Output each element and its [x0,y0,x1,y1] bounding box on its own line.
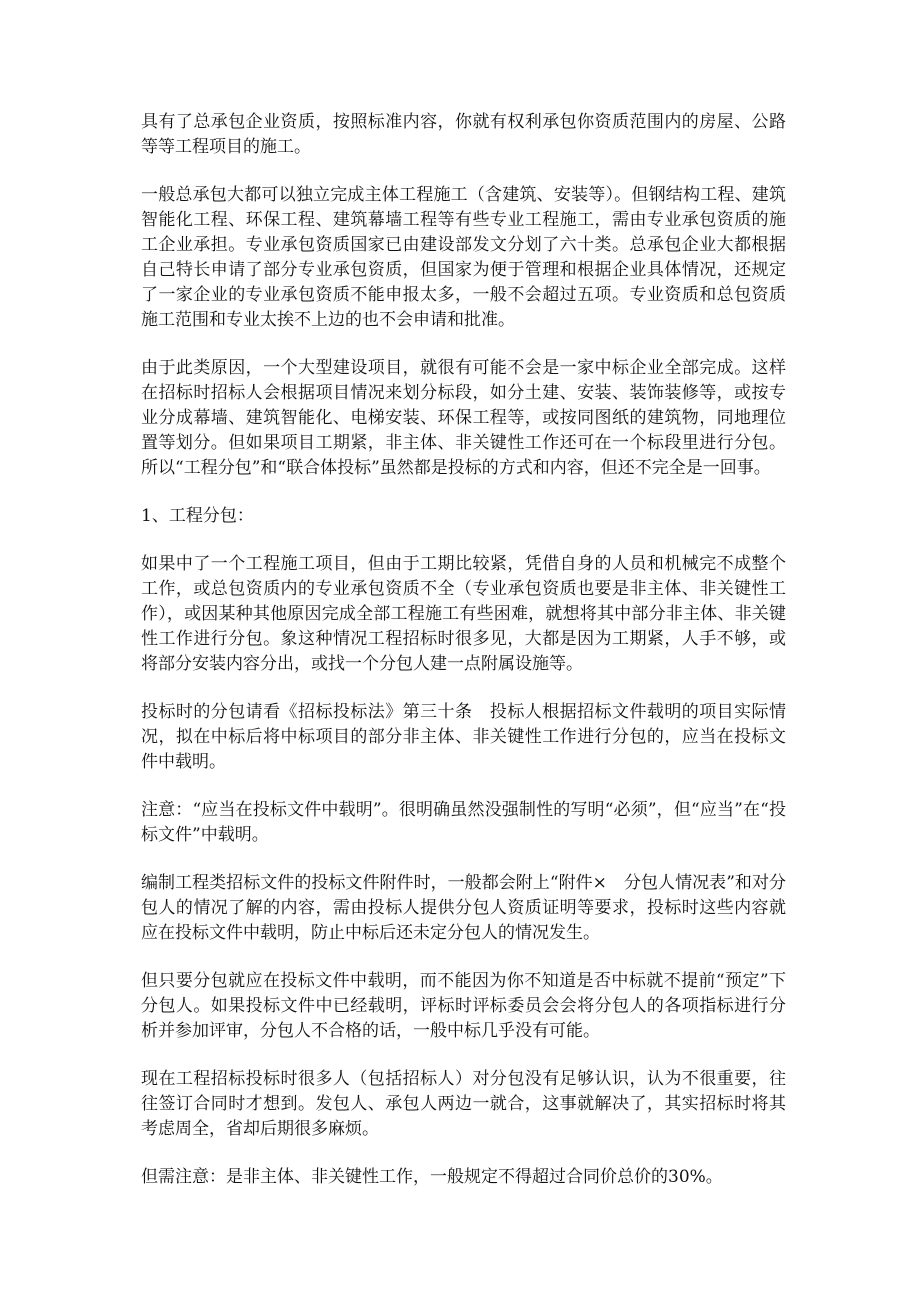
paragraph-subcontracting-reasons: 如果中了一个工程施工项目，但由于工期比较紧，凭借自身的人员和机械完不成整个工作，或总包资质内的专业承包资质不全（专业承包资质也要是非主体、非关键性工作），或因某种其他原因完成全部工程施工有些困难，就想将其中部分非主体、非关键性工作进行分包。象这种情况工程招标时很多见，大都是因为工期紧，人手不够，或将部分安装内容分出，或找一个分包人建一点附属设施等。 [141,554,786,674]
paragraph-bidding-law-article-30: 投标时的分包请看《招标投标法》第三十条 投标人根据招标文件载明的项目实际情况，拟在中标后将中标项目的部分非主体、非关键性工作进行分包的，应当在投标文件中载明。 [141,702,786,772]
paragraph-bid-sections: 由于此类原因，一个大型建设项目，就很有可能不会是一家中标企业全部完成。这样在招标时招标人会根据项目情况来划分标段，如分土建、安装、装饰装修等，或按专业分成幕墙、建筑智能化、电梯安装、环保工程等，或按同图纸的建筑物，同地理位置等划分。但如果项目工期紧，非主体、非关键性工作还可在一个标段里进行分包。所以“工程分包”和“联合体投标”虽然都是投标的方式和内容，但还不完全是一回事。 [141,358,786,478]
paragraph-thirty-percent-limit: 但需注意：是非主体、非关键性工作，一般规定不得超过合同价总价的30%。 [141,1167,723,1187]
paragraph-specialty-qualifications: 一般总承包大都可以独立完成主体工程施工（含建筑、安装等）。但钢结构工程、建筑智能化工程、环保工程、建筑幕墙工程等有些专业工程施工，需由专业承包资质的施工企业承担。专业承包资质国家已由建设部发文分划了六十类。总承包企业大都根据自己特长申请了部分专业承包资质，但国家为便于管理和根据企业具体情况，还规定了一家企业的专业承包资质不能申报太多，一般不会超过五项。专业资质和总包资质施工范围和专业太挨不上边的也不会申请和批准。 [141,185,786,330]
paragraph-general-contractor-scope: 具有了总承包企业资质，按照标准内容，你就有权利承包你资质范围内的房屋、公路等等工程项目的施工。 [141,112,786,157]
paragraph-subcontractor-form: 编制工程类招标文件的投标文件附件时，一般都会附上“附件× 分包人情况表”和对分包人的情况了解的内容，需由投标人提供分包人资质证明等要求，投标时这些内容就应在投标文件中载明，防止中标后还未定分包人的情况发生。 [141,873,786,943]
paragraph-predetermine-subcontractor: 但只要分包就应在投标文件中载明，而不能因为你不知道是否中标就不提前“预定”下分包人。如果投标文件中已经载明，评标时评标委员会会将分包人的各项指标进行分析并参加评审，分包人不合格的话，一般中标几乎没有可能。 [141,971,786,1041]
document-body [141,110,786,1190]
paragraph-awareness: 现在工程招标投标时很多人（包括招标人）对分包没有足够认识，认为不很重要，往往签订合同时才想到。发包人、承包人两边一就合，这事就解决了，其实招标时将其考虑周全，省却后期很多麻烦。 [141,1069,786,1139]
paragraph-note-shall-state: 注意：“应当在投标文件中载明”。很明确虽然没强制性的写明“必须”，但“应当”在“投标文件”中载明。 [141,800,786,845]
section-heading-subcontracting: 1、工程分包： [141,506,254,526]
